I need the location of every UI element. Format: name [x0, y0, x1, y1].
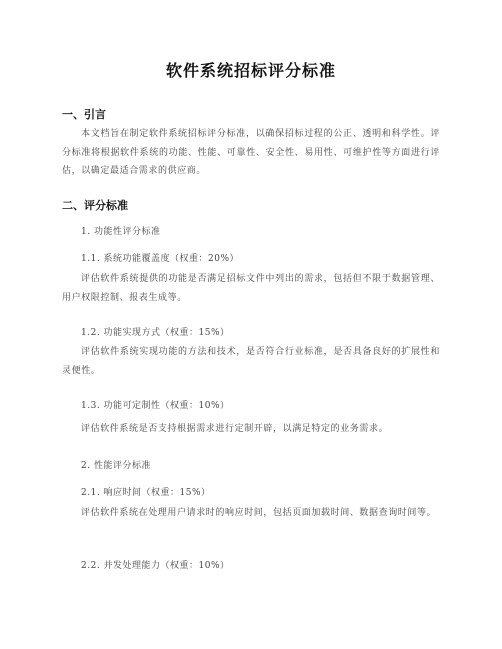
document-title: 软件系统招标评分标准: [165, 61, 336, 80]
intro-paragraph: 本文档旨在制定软件系统招标评分标准，以确保招标过程的公正、透明和科学性。评分标准将根据软件系统的功能、性能、可靠性、安全性、易用性、可维护性等方面进行评估，以确定最适合需求的供应商。: [62, 129, 440, 176]
section-heading-criteria: 二、评分标准: [62, 199, 128, 212]
criteria-item: 2.1. 响应时间（权重：15%）: [81, 488, 211, 498]
criteria-item: 1.3. 功能可定制性（权重：10%）: [81, 401, 230, 411]
criteria-item: 1. 功能性评分标准: [81, 227, 161, 237]
criteria-item: 2.2. 并发处理能力（权重：10%）: [81, 561, 230, 571]
criteria-paragraph: 评估软件系统在处理用户请求时的响应时间，包括页面加载时间、数据查询时间等。: [81, 508, 437, 518]
criteria-item: 1.2. 功能实现方式（权重：15%）: [81, 328, 230, 338]
criteria-item: 2. 性能评分标准: [81, 461, 151, 471]
criteria-item: 1.1. 系统功能覆盖度（权重：20%）: [81, 254, 240, 264]
criteria-paragraph: 评估软件系统提供的功能是否满足招标文件中列出的需求，包括但不限于数据管理、用户权限控制、报表生成等。: [62, 274, 440, 303]
criteria-paragraph: 评估软件系统实现功能的方法和技术，是否符合行业标准，是否具备良好的扩展性和灵便性。: [62, 347, 440, 376]
criteria-paragraph: 评估软件系统是否支持根据需求进行定制开辟，以满足特定的业务需求。: [81, 424, 389, 434]
section-heading-intro: 一、引言: [62, 108, 106, 121]
